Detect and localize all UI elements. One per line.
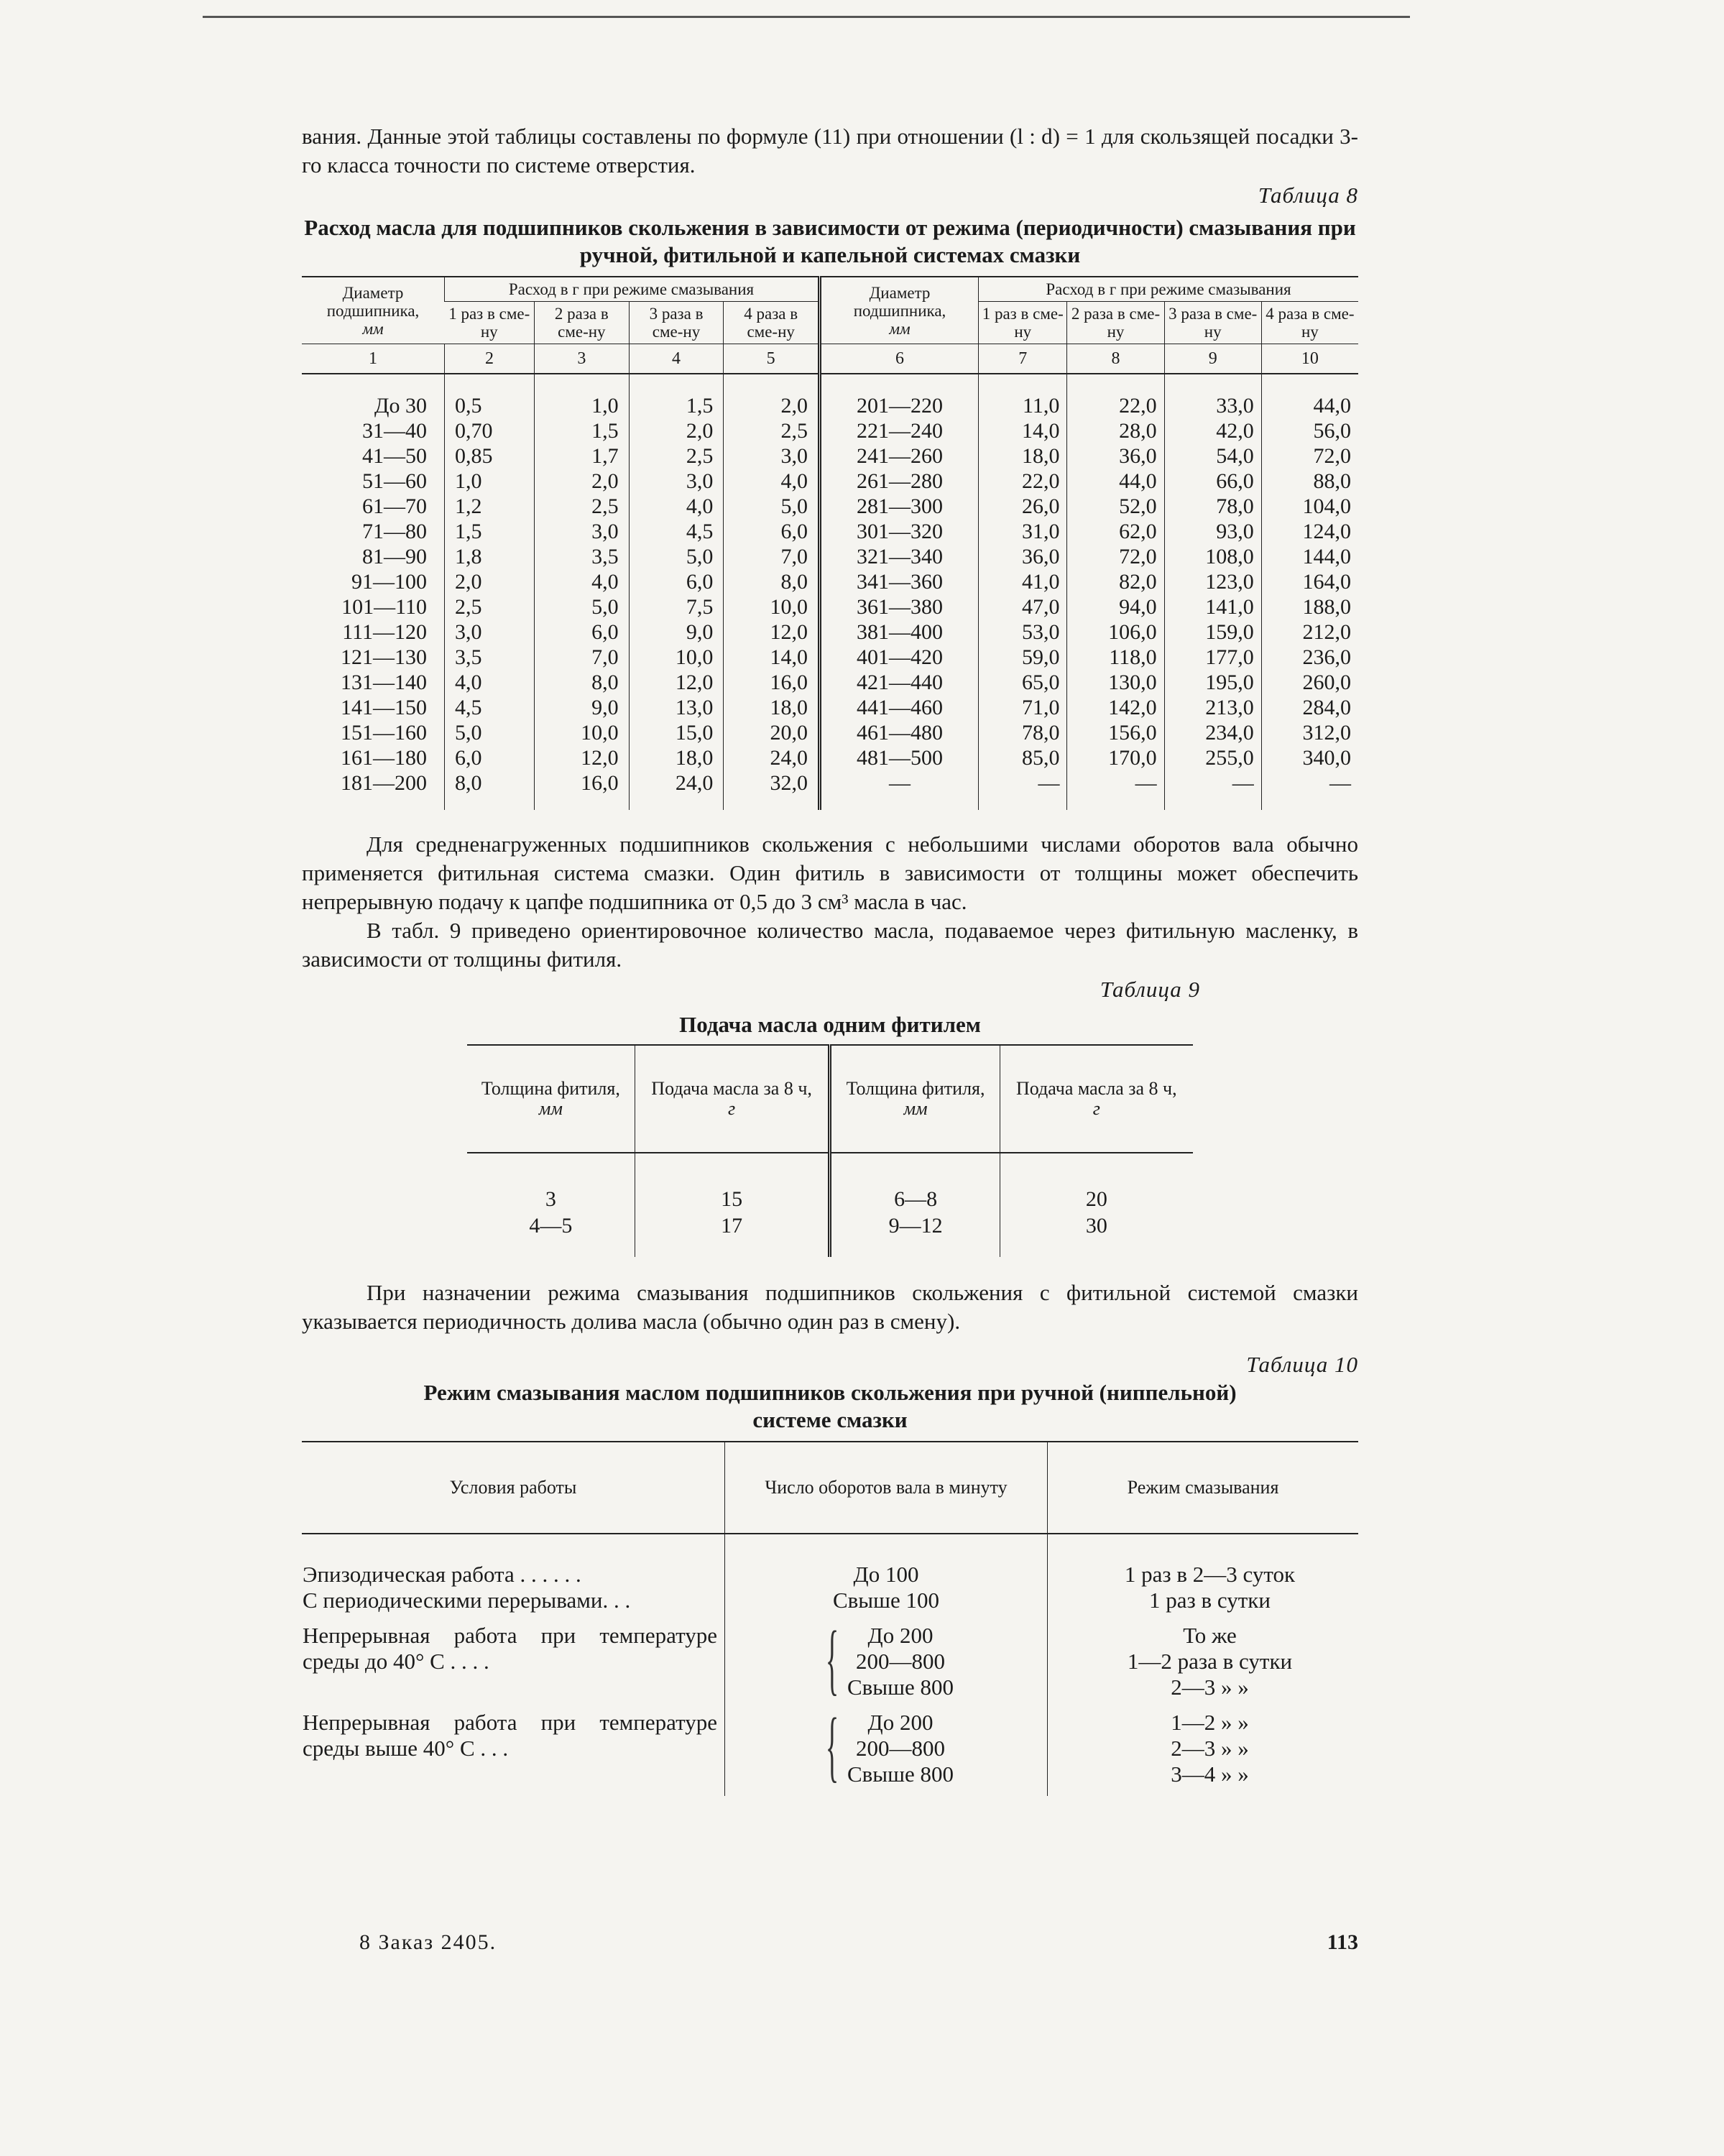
lubrication-mode-cell: [1048, 1709, 1359, 1796]
table-row: [302, 1534, 1358, 1622]
consumption-cell: 4,0: [445, 670, 535, 695]
consumption-cell: 213,0: [1164, 695, 1261, 720]
diameter-cell: 441—460: [820, 695, 979, 720]
diameter-cell: 221—240: [820, 418, 979, 443]
consumption-cell: 142,0: [1067, 695, 1164, 720]
thickness-cell: 4—5: [529, 1214, 573, 1238]
consumption-cell: 234,0: [1164, 720, 1261, 745]
t9-header-supply: Подача масла за 8 ч, г: [635, 1045, 830, 1153]
rpm-value: 200—800: [856, 1736, 945, 1761]
table10-title: Режим смазывания маслом подшипников скольжения при ручной (ниппельной) системе смазки: [423, 1380, 1237, 1432]
curly-brace: {: [825, 1615, 839, 1703]
table9: [467, 1044, 1193, 1257]
t10-header-conditions: Условия работы: [302, 1442, 725, 1534]
table-row: [302, 695, 1358, 720]
consumption-cell: 54,0: [1164, 443, 1261, 469]
diameter-cell: 281—300: [820, 494, 979, 519]
thickness-cell: 9—12: [830, 1212, 1000, 1257]
t8-mode-2: 2 раза в сме-ну: [1067, 302, 1164, 344]
consumption-cell: 188,0: [1261, 594, 1358, 619]
table9-label: Таблица 9: [1100, 977, 1200, 1002]
consumption-cell: 3,0: [629, 469, 724, 494]
rpm-value: До 200: [867, 1710, 934, 1735]
t8-header-diameter-right: Диаметр подшипника, мм: [820, 277, 979, 344]
rpm-value: Свыше 800: [847, 1761, 954, 1787]
diameter-cell: 481—500: [820, 745, 979, 770]
diameter-cell: 381—400: [820, 619, 979, 645]
t8-column-number: 1: [302, 344, 445, 374]
consumption-cell: 24,0: [629, 770, 724, 810]
supply-cell: 15: [635, 1153, 830, 1212]
consumption-cell: —: [1261, 770, 1358, 810]
consumption-cell: 14,0: [724, 645, 820, 670]
consumption-cell: 82,0: [1067, 569, 1164, 594]
consumption-cell: 12,0: [629, 670, 724, 695]
t8-column-number: 4: [629, 344, 724, 374]
consumption-cell: 42,0: [1164, 418, 1261, 443]
t8-column-number: 8: [1067, 344, 1164, 374]
consumption-cell: 31,0: [979, 519, 1067, 544]
consumption-cell: 3,0: [445, 619, 535, 645]
t9-header-supply: Подача масла за 8 ч, г: [1000, 1045, 1193, 1153]
t8-header-consumption-left: Расход в г при режиме смазывания: [445, 277, 820, 302]
consumption-cell: 6,0: [724, 519, 820, 544]
consumption-cell: 20,0: [724, 720, 820, 745]
rpm-value: 200—800: [856, 1649, 945, 1674]
consumption-cell: 36,0: [979, 544, 1067, 569]
consumption-cell: 260,0: [1261, 670, 1358, 695]
consumption-cell: 4,5: [629, 519, 724, 544]
consumption-cell: 2,0: [535, 469, 630, 494]
diameter-cell: 81—90: [362, 545, 427, 568]
diameter-cell: 241—260: [820, 443, 979, 469]
consumption-cell: 16,0: [535, 770, 630, 810]
consumption-cell: 9,0: [535, 695, 630, 720]
table-row: [302, 720, 1358, 745]
consumption-cell: 5,0: [535, 594, 630, 619]
consumption-cell: 144,0: [1261, 544, 1358, 569]
table-row: [302, 469, 1358, 494]
consumption-cell: 170,0: [1067, 745, 1164, 770]
diameter-cell: 301—320: [820, 519, 979, 544]
consumption-cell: 52,0: [1067, 494, 1164, 519]
consumption-cell: 2,0: [724, 374, 820, 418]
diameter-cell: 121—130: [341, 645, 427, 669]
consumption-cell: 2,5: [629, 443, 724, 469]
diameter-cell: —: [820, 770, 979, 810]
supply-cell: 17: [635, 1212, 830, 1257]
curly-brace: {: [825, 1702, 839, 1789]
mode-value: 1—2 » »: [1171, 1710, 1249, 1735]
consumption-cell: 236,0: [1261, 645, 1358, 670]
t8-column-number: 10: [1261, 344, 1358, 374]
t8-column-number: 2: [445, 344, 535, 374]
rpm-cell: [725, 1615, 1048, 1709]
t10-header-mode: Режим смазывания: [1048, 1442, 1359, 1534]
consumption-cell: 118,0: [1067, 645, 1164, 670]
consumption-cell: 22,0: [979, 469, 1067, 494]
supply-cell: 20: [1000, 1153, 1193, 1212]
consumption-cell: —: [1067, 770, 1164, 810]
t8-mode-4: 4 раза в сме-ну: [724, 302, 820, 344]
table-row: [467, 1212, 1193, 1257]
working-conditions-cell: [302, 1534, 725, 1622]
table-row: [302, 770, 1358, 810]
consumption-cell: 212,0: [1261, 619, 1358, 645]
diameter-cell: 261—280: [820, 469, 979, 494]
table-row: [467, 1153, 1193, 1212]
diameter-cell: 51—60: [362, 469, 427, 493]
diameter-cell: 31—40: [362, 419, 427, 443]
diameter-cell: 421—440: [820, 670, 979, 695]
consumption-cell: 78,0: [979, 720, 1067, 745]
table9-title: Подача масла одним фитилем: [679, 1012, 981, 1037]
consumption-cell: 9,0: [629, 619, 724, 645]
print-order-note: 8 Заказ 2405.: [359, 1930, 497, 1954]
consumption-cell: 1,2: [445, 494, 535, 519]
diameter-cell: 91—100: [351, 570, 427, 594]
diameter-cell: 101—110: [341, 595, 427, 619]
t8-header-diameter-left: Диаметр подшипника, мм: [302, 277, 445, 344]
t8-header-consumption-right: Расход в г при режиме смазывания: [979, 277, 1358, 302]
consumption-cell: 18,0: [979, 443, 1067, 469]
lubrication-mode-cell: [1048, 1534, 1359, 1622]
table-row: [302, 374, 1358, 418]
table8-title: Расход масла для подшипников скольжения в зависимости от режима (периодичности) смазывания при ручной, фитильной и капельной системах смазки: [304, 215, 1356, 267]
consumption-cell: 85,0: [979, 745, 1067, 770]
consumption-cell: 26,0: [979, 494, 1067, 519]
consumption-cell: 1,0: [445, 469, 535, 494]
consumption-cell: 8,0: [445, 770, 535, 810]
consumption-cell: 88,0: [1261, 469, 1358, 494]
t8-column-number: 6: [820, 344, 979, 374]
table-row: [302, 670, 1358, 695]
consumption-cell: 2,0: [629, 418, 724, 443]
table10-label: Таблица 10: [1246, 1352, 1358, 1377]
consumption-cell: 59,0: [979, 645, 1067, 670]
consumption-cell: 1,5: [629, 374, 724, 418]
condition-text: Непрерывная работа при температуре среды выше 40° С . . .: [303, 1710, 717, 1761]
rpm-value: До 200: [867, 1623, 934, 1648]
table-row: [302, 619, 1358, 645]
mode-value: 3—4 » »: [1171, 1761, 1249, 1787]
consumption-cell: 4,0: [535, 569, 630, 594]
diameter-cell: 131—140: [341, 671, 427, 694]
t8-column-number: 3: [535, 344, 630, 374]
rpm-value: До 100: [853, 1562, 919, 1587]
t8-mode-3: 3 раза в сме-ну: [629, 302, 724, 344]
consumption-cell: 12,0: [535, 745, 630, 770]
thickness-cell: 6—8: [830, 1153, 1000, 1212]
table-row: [302, 443, 1358, 469]
consumption-cell: 164,0: [1261, 569, 1358, 594]
diameter-cell: 71—80: [362, 520, 427, 543]
table-row: [302, 594, 1358, 619]
consumption-cell: 3,5: [445, 645, 535, 670]
consumption-cell: 33,0: [1164, 374, 1261, 418]
table-row: [302, 519, 1358, 544]
t8-column-number: 9: [1164, 344, 1261, 374]
table-row: [302, 494, 1358, 519]
consumption-cell: 24,0: [724, 745, 820, 770]
table8: [302, 276, 1358, 810]
consumption-cell: 44,0: [1067, 469, 1164, 494]
consumption-cell: 15,0: [629, 720, 724, 745]
consumption-cell: 255,0: [1164, 745, 1261, 770]
consumption-cell: 10,0: [535, 720, 630, 745]
t8-mode-2: 2 раза в сме-ну: [535, 302, 630, 344]
mode-value: То же: [1183, 1623, 1237, 1648]
condition-text: Непрерывная работа при температуре среды до 40° С . . . .: [303, 1623, 717, 1674]
condition-text: Эпизодическая работа . . . . . .: [303, 1562, 581, 1587]
diameter-cell: До 30: [374, 394, 427, 418]
consumption-cell: 7,5: [629, 594, 724, 619]
page-number: 113: [1327, 1930, 1358, 1954]
mode-value: 1—2 раза в сутки: [1127, 1649, 1293, 1674]
table-row: [302, 418, 1358, 443]
thickness-cell: 3: [545, 1187, 556, 1211]
lubrication-mode-cell: [1048, 1622, 1359, 1709]
diameter-cell: 61—70: [362, 494, 427, 518]
consumption-cell: 340,0: [1261, 745, 1358, 770]
rpm-value: Свыше 100: [832, 1588, 940, 1613]
consumption-cell: 44,0: [1261, 374, 1358, 418]
rpm-cell: [725, 1702, 1048, 1796]
table-row: [302, 569, 1358, 594]
consumption-cell: 18,0: [629, 745, 724, 770]
consumption-cell: 8,0: [535, 670, 630, 695]
working-conditions-cell: [302, 1709, 725, 1796]
consumption-cell: 1,5: [445, 519, 535, 544]
consumption-cell: 12,0: [724, 619, 820, 645]
consumption-cell: 47,0: [979, 594, 1067, 619]
consumption-cell: 0,5: [445, 374, 535, 418]
consumption-cell: 3,5: [535, 544, 630, 569]
diameter-cell: 401—420: [820, 645, 979, 670]
diameter-cell: 181—200: [341, 771, 427, 795]
t8-mode-3: 3 раза в сме-ну: [1164, 302, 1261, 344]
table-row: [302, 1622, 1358, 1709]
consumption-cell: 1,5: [535, 418, 630, 443]
consumption-cell: 13,0: [629, 695, 724, 720]
condition-text: С периодическими перерывами. . .: [303, 1588, 631, 1613]
rpm-cell: [725, 1534, 1048, 1622]
paragraph-wick-schedule: При назначении режима смазывания подшипников скольжения с фитильной системой смазки указывается периодичность долива масла (обычно один раз в смену).: [302, 1280, 1358, 1334]
consumption-cell: 123,0: [1164, 569, 1261, 594]
paragraph-wick-system: Для средненагруженных подшипников скольжения с небольшими числами оборотов вала обычно применяется фитильная система смазки. Один фитиль в зависимости от толщины может обеспечить непрерывную подачу к цапфе подшипника от 0,5 до 3 см³ масла в час.: [302, 831, 1358, 914]
page-top-edge: [203, 16, 1410, 18]
diameter-cell: 141—150: [341, 696, 427, 719]
document-page: [302, 122, 1358, 1796]
consumption-cell: 1,0: [535, 374, 630, 418]
t8-column-number: 7: [979, 344, 1067, 374]
table-row: [302, 1709, 1358, 1796]
consumption-cell: 56,0: [1261, 418, 1358, 443]
diameter-cell: 461—480: [820, 720, 979, 745]
consumption-cell: 72,0: [1067, 544, 1164, 569]
consumption-cell: 312,0: [1261, 720, 1358, 745]
consumption-cell: 22,0: [1067, 374, 1164, 418]
consumption-cell: 159,0: [1164, 619, 1261, 645]
mode-value: 2—3 » »: [1171, 1674, 1249, 1700]
table-row: [302, 745, 1358, 770]
consumption-cell: 36,0: [1067, 443, 1164, 469]
mode-value: 1 раз в 2—3 суток: [1124, 1562, 1296, 1587]
consumption-cell: 5,0: [629, 544, 724, 569]
t8-mode-1: 1 раз в сме-ну: [445, 302, 535, 344]
consumption-cell: 6,0: [535, 619, 630, 645]
consumption-cell: 2,0: [445, 569, 535, 594]
consumption-cell: 62,0: [1067, 519, 1164, 544]
consumption-cell: 6,0: [629, 569, 724, 594]
intro-paragraph: вания. Данные этой таблицы составлены по формуле (11) при отношении (l : d) = 1 для скользящей посадки 3-го класса точности по системе отверстия.: [302, 124, 1358, 178]
diameter-cell: 111—120: [342, 620, 427, 644]
consumption-cell: 108,0: [1164, 544, 1261, 569]
rpm-value: Свыше 800: [847, 1674, 954, 1700]
consumption-cell: 18,0: [724, 695, 820, 720]
consumption-cell: 106,0: [1067, 619, 1164, 645]
consumption-cell: 4,0: [724, 469, 820, 494]
consumption-cell: 0,85: [445, 443, 535, 469]
consumption-cell: 72,0: [1261, 443, 1358, 469]
supply-cell: 30: [1000, 1212, 1193, 1257]
consumption-cell: 124,0: [1261, 519, 1358, 544]
consumption-cell: 5,0: [445, 720, 535, 745]
consumption-cell: 11,0: [979, 374, 1067, 418]
consumption-cell: —: [979, 770, 1067, 810]
consumption-cell: 93,0: [1164, 519, 1261, 544]
consumption-cell: 0,70: [445, 418, 535, 443]
t8-mode-4: 4 раза в сме-ну: [1261, 302, 1358, 344]
diameter-cell: 151—160: [341, 721, 427, 745]
consumption-cell: 10,0: [724, 594, 820, 619]
consumption-cell: 4,0: [629, 494, 724, 519]
table-row: [302, 544, 1358, 569]
consumption-cell: 130,0: [1067, 670, 1164, 695]
consumption-cell: 78,0: [1164, 494, 1261, 519]
consumption-cell: 16,0: [724, 670, 820, 695]
diameter-cell: 41—50: [362, 444, 427, 468]
consumption-cell: 28,0: [1067, 418, 1164, 443]
t8-mode-1: 1 раз в сме-ну: [979, 302, 1067, 344]
t10-header-rpm: Число оборотов вала в минуту: [725, 1442, 1048, 1534]
table10: [302, 1441, 1358, 1796]
table8-label: Таблица 8: [1258, 183, 1358, 208]
t9-header-thickness: Толщина фитиля, мм: [467, 1045, 635, 1153]
consumption-cell: 4,5: [445, 695, 535, 720]
consumption-cell: 141,0: [1164, 594, 1261, 619]
diameter-cell: 201—220: [820, 374, 979, 418]
paragraph-table9-ref: В табл. 9 приведено ориентировочное количество масла, подаваемое через фитильную масленку, в зависимости от толщины фитиля.: [302, 918, 1358, 972]
consumption-cell: 1,7: [535, 443, 630, 469]
consumption-cell: 71,0: [979, 695, 1067, 720]
t9-header-thickness: Толщина фитиля, мм: [830, 1045, 1000, 1153]
consumption-cell: 14,0: [979, 418, 1067, 443]
consumption-cell: 5,0: [724, 494, 820, 519]
consumption-cell: 65,0: [979, 670, 1067, 695]
consumption-cell: 6,0: [445, 745, 535, 770]
table-row: [302, 645, 1358, 670]
consumption-cell: 7,0: [724, 544, 820, 569]
diameter-cell: 321—340: [820, 544, 979, 569]
consumption-cell: 32,0: [724, 770, 820, 810]
consumption-cell: 66,0: [1164, 469, 1261, 494]
consumption-cell: 177,0: [1164, 645, 1261, 670]
consumption-cell: 156,0: [1067, 720, 1164, 745]
consumption-cell: 195,0: [1164, 670, 1261, 695]
consumption-cell: 2,5: [535, 494, 630, 519]
diameter-cell: 341—360: [820, 569, 979, 594]
diameter-cell: 161—180: [341, 746, 427, 770]
diameter-cell: 361—380: [820, 594, 979, 619]
consumption-cell: 3,0: [535, 519, 630, 544]
t8-column-number: 5: [724, 344, 820, 374]
working-conditions-cell: [302, 1622, 725, 1709]
consumption-cell: 10,0: [629, 645, 724, 670]
consumption-cell: 104,0: [1261, 494, 1358, 519]
consumption-cell: 94,0: [1067, 594, 1164, 619]
consumption-cell: 8,0: [724, 569, 820, 594]
consumption-cell: 53,0: [979, 619, 1067, 645]
mode-value: 1 раз в сутки: [1149, 1588, 1271, 1613]
consumption-cell: 41,0: [979, 569, 1067, 594]
consumption-cell: 7,0: [535, 645, 630, 670]
consumption-cell: 3,0: [724, 443, 820, 469]
consumption-cell: 1,8: [445, 544, 535, 569]
consumption-cell: —: [1164, 770, 1261, 810]
mode-value: 2—3 » »: [1171, 1736, 1249, 1761]
consumption-cell: 2,5: [445, 594, 535, 619]
consumption-cell: 284,0: [1261, 695, 1358, 720]
consumption-cell: 2,5: [724, 418, 820, 443]
